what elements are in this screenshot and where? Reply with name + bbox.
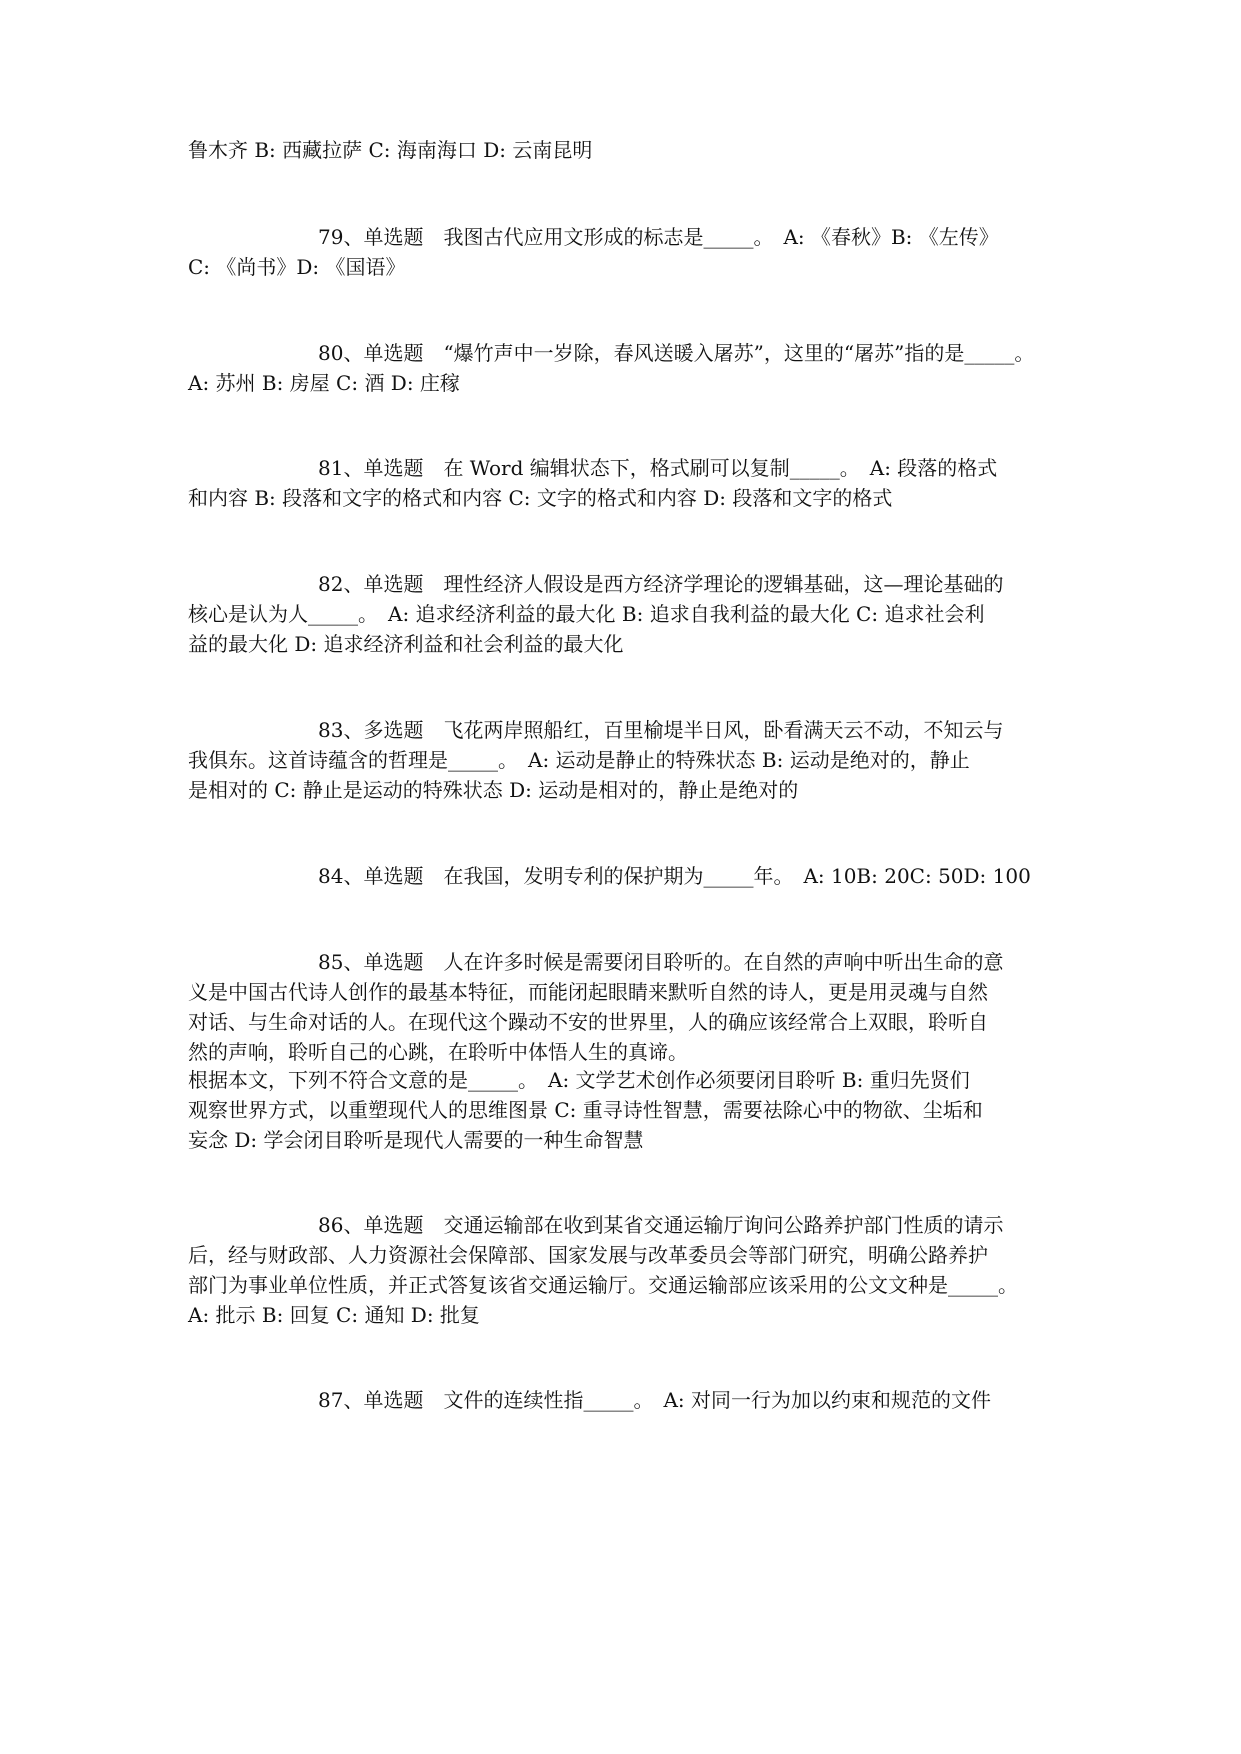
q85-line-7: 妄念 D: 学会闭目聆听是现代人需要的一种生命智慧 [188,1128,644,1152]
q86-line-1: 86、单选题 交通运输部在收到某省交通运输厅询问公路养护部门性质的请示 [318,1213,1004,1237]
q79-line-2: C: 《尚书》D: 《国语》 [188,255,406,279]
q83-line-1: 83、多选题 飞花两岸照船红，百里榆堤半日风，卧看满天云不动，不知云与 [318,718,1004,742]
q80-line-2: A: 苏州 B: 房屋 C: 酒 D: 庄稼 [188,371,460,395]
q81-line-2: 和内容 B: 段落和文字的格式和内容 C: 文字的格式和内容 D: 段落和文字的格式 [188,486,893,510]
q85-line-2: 义是中国古代诗人创作的最基本特征，而能闭起眼睛来默听自然的诗人，更是用灵魂与自然 [188,980,988,1004]
q86-line-3: 部门为事业单位性质，并正式答复该省交通运输厅。交通运输部应该采用的公文文种是_____。 [188,1273,1018,1297]
q85-line-1: 85、单选题 人在许多时候是需要闭目聆听的。在自然的声响中听出生命的意 [318,950,1004,974]
q84-line-1: 84、单选题 在我国，发明专利的保护期为_____年。 A: 10B: 20C: 50D: 100 [318,864,1031,888]
q85-line-5: 根据本文，下列不符合文意的是_____。 A: 文学艺术创作必须要闭目聆听 B: 重归先贤们 [188,1068,970,1092]
q86-line-2: 后，经与财政部、人力资源社会保障部、国家发展与改革委员会等部门研究，明确公路养护 [188,1243,988,1267]
q78-options-line: 鲁木齐 B: 西藏拉萨 C: 海南海口 D: 云南昆明 [188,138,593,162]
q83-line-2: 我俱东。这首诗蕴含的哲理是_____。 A: 运动是静止的特殊状态 B: 运动是绝对的，静止 [188,748,970,772]
q83-line-3: 是相对的 C: 静止是运动的特殊状态 D: 运动是相对的，静止是绝对的 [188,778,799,802]
q85-line-4: 然的声响，聆听自己的心跳，在聆听中体悟人生的真谛。 [188,1040,688,1064]
q85-line-3: 对话、与生命对话的人。在现代这个躁动不安的世界里，人的确应该经常合上双眼，聆听自 [188,1010,988,1034]
q79-line-1: 79、单选题 我图古代应用文形成的标志是_____。 A: 《春秋》B: 《左传》 [318,225,999,249]
q82-line-1: 82、单选题 理性经济人假设是西方经济学理论的逻辑基础，这—理论基础的 [318,572,1004,596]
q85-line-6: 观察世界方式，以重塑现代人的思维图景 C: 重寻诗性智慧，需要祛除心中的物欲、尘垢和 [188,1098,983,1122]
q81-line-1: 81、单选题 在 Word 编辑状态下，格式刷可以复制_____。 A: 段落的格式 [318,456,998,480]
q87-line-1: 87、单选题 文件的连续性指_____。 A: 对同一行为加以约束和规范的文件 [318,1388,991,1412]
q80-line-1: 80、单选题 “爆竹声中一岁除，春风送暖入屠苏”，这里的“屠苏”指的是_____。 [318,341,1035,365]
q86-line-4: A: 批示 B: 回复 C: 通知 D: 批复 [188,1303,480,1327]
q82-line-3: 益的最大化 D: 追求经济利益和社会利益的最大化 [188,632,624,656]
q82-line-2: 核心是认为人_____。 A: 追求经济利益的最大化 B: 追求自我利益的最大化 C: 追求社会利 [188,602,985,626]
